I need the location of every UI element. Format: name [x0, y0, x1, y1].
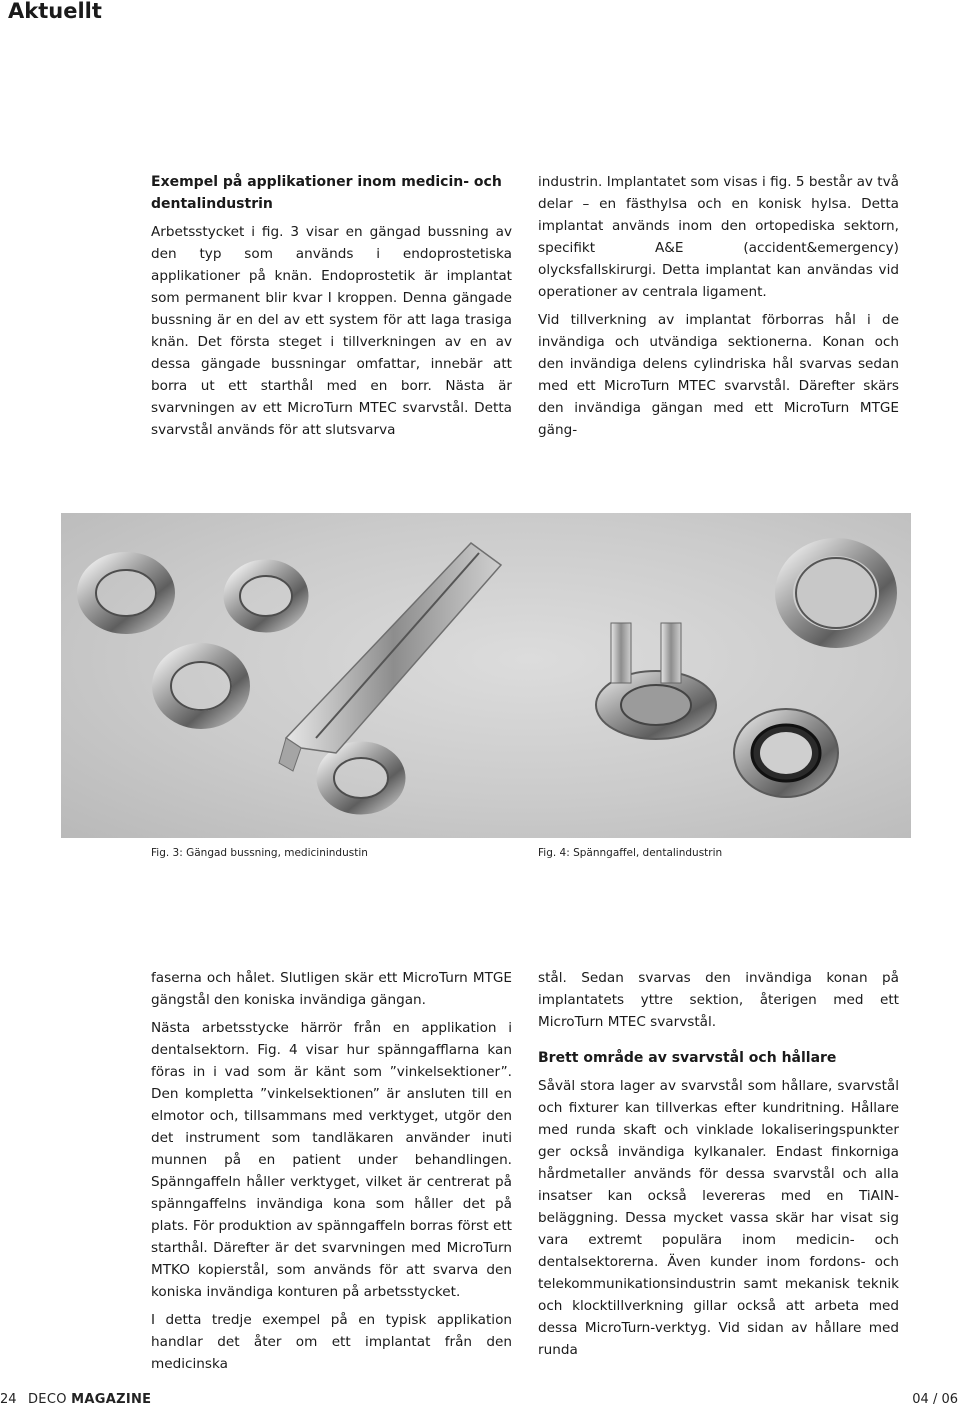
issue-number: 04 / 06 — [912, 1392, 958, 1407]
figure-caption-3: Fig. 3: Gängad bussning, medicinindustin — [151, 847, 368, 859]
turning-tool — [279, 543, 501, 771]
page-footer — [0, 1390, 960, 1409]
text-column-bottom-right — [538, 967, 899, 1367]
fork-part-bottom — [734, 709, 838, 797]
bushing-3 — [161, 652, 241, 720]
magazine-brand — [28, 1390, 151, 1409]
subheading: Brett område av svarvstål och hållare — [538, 1050, 837, 1066]
paragraph: Nästa arbetsstycke härrör från en applikation i dentalsektorn. Fig. 4 visar hur spänngafflarna kan föras in i vad som är känt som ”vinkelsektioner”. Den kompletta ”vinkelsektionen” är ansluten till en elmotor och, tillsammans med verktyget, utgör den det instrument som tandläkaren använder inuti munnen på en patient under behandlingen. Spänngaffeln håller verktyget, vilket är centrerat på spänngaffelns invändiga kona som håller det på plats. För produktion av spänngaffeln borras först ett starthål. Därefter är det svarvningen med MicroTurn MTKO kopierstål, som används för att svarva den koniska invändiga konturen på arbetsstycket. — [151, 1020, 512, 1300]
page-number: 24 — [0, 1392, 17, 1407]
paragraph: Såväl stora lager av svarvstål som hållare, svarvstål och fixturer kan tillverkas efter kundritning. Hållare med runda skaft och vinklade lokaliseringspunkter ger också invändiga kylkanaler. Endast finkorniga hårdmetaller används för dessa svarvstål och alla insatser kan också levereras med en TiAIN-beläggning. Dessa mycket vassa skär har visat sig vara extremt populära inom medicin- och dentalsektorerna. Även kunder inom fordons- och telekommunikationsindustrin samt mekanisk teknik och klocktillverkning gillar också att arbeta med dessa MicroTurn-verktyg. Vid sidan av hållare med runda — [538, 1078, 899, 1358]
article-heading: Exempel på applikationer inom medicin- och dentalindustrin — [151, 174, 502, 212]
text-column-bottom-left — [151, 967, 512, 1381]
brand-suffix: MAGAZINE — [71, 1392, 152, 1407]
paragraph: Arbetsstycket i fig. 3 visar en gängad bussning av den typ som används i endoprostetiska applikationer på knän. Endoprostetik är implantat som permanent blir kvar I kroppen. Denna gängade bussning är en del av ett system för att laga trasiga knän. Det första steget i tillverkningen av en av dessa gängade bussningar omfattar, innebär att borra ut ett starthål med en borr. Nästa är svarvningen av ett MicroTurn MTEC svarvstål. Detta svarvstål används för att slutsvarva — [151, 224, 512, 438]
bushing-4 — [325, 750, 397, 806]
brand-prefix: DECO — [28, 1392, 67, 1407]
bushing-1 — [86, 561, 166, 625]
text-column-top-right — [538, 171, 899, 447]
text-column-top-left — [151, 171, 512, 447]
paragraph: stål. Sedan svarvas den invändiga konan på implantatets yttre sektion, återigen med ett MicroTurn MTEC svarvstål. — [538, 970, 899, 1030]
paragraph: faserna och hålet. Slutligen skär ett MicroTurn MTGE gängstål den koniska invändiga gängan. — [151, 970, 512, 1008]
paragraph: industrin. Implantatet som visas i fig. 5 består av två delar – en fästhylsa och en konisk hylsa. Detta implantat används inom den ortopediska sektorn, specifikt A&E (accident&emergency) olycksfallskirurgi. Detta implantat kan användas vid operationer av centrala ligament. — [538, 174, 899, 300]
bushing-2 — [232, 568, 300, 624]
product-photo — [61, 513, 911, 838]
paragraph: Vid tillverkning av implantat förborras hål i de invändiga och utvändiga sektionerna. Konan och den invändiga delens cylindriska hål svarvas sedan med ett MicroTurn MTEC svarvstål. Därefter skärs den invändiga gängan med ett MicroTurn MTGE gäng- — [538, 312, 899, 438]
machined-parts-illustration — [61, 513, 911, 838]
paragraph: I detta tredje exempel på en typisk applikation handlar det åter om ett implantat från den medicinska — [151, 1312, 512, 1372]
fork-part-top — [784, 547, 888, 639]
section-title: Aktuellt — [8, 0, 102, 23]
fork-part-middle — [596, 623, 716, 739]
figure-caption-4: Fig. 4: Spänngaffel, dentalindustrin — [538, 847, 723, 859]
